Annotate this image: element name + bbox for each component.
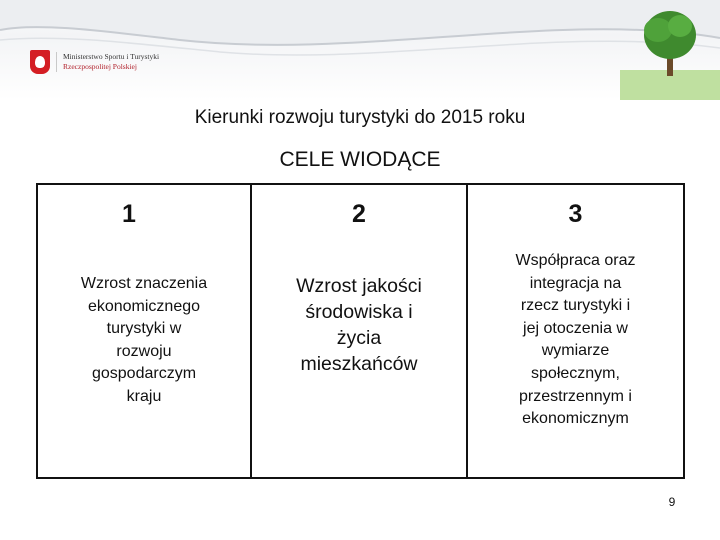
goal-line: Współpraca oraz	[515, 252, 636, 269]
goal-line: turystyki w	[106, 320, 182, 337]
goal-line: mieszkańców	[300, 353, 418, 375]
goal-number: 1	[122, 200, 136, 228]
goal-line: życia	[336, 327, 382, 349]
goal-description	[266, 273, 452, 377]
goal-line: integracja na	[529, 274, 622, 292]
slide-title: Kierunki rozwoju turystyki do 2015 roku	[194, 107, 526, 128]
goals-table	[36, 183, 685, 479]
goal-line: środowiska i	[305, 301, 413, 323]
goal-line: przestrzennym i	[519, 387, 632, 405]
goal-line: Wzrost znaczenia	[80, 275, 208, 292]
goal-line: Wzrost jakości	[296, 275, 422, 297]
goal-column-3	[468, 185, 683, 477]
ministry-name-line1: Ministerstwo Sportu i Turystyki	[63, 52, 160, 61]
page-number: 9	[668, 495, 676, 509]
goal-line: społecznym,	[531, 364, 620, 382]
goal-line: ekonomicznym	[522, 410, 629, 428]
goal-line: ekonomicznego	[87, 297, 201, 315]
eagle-emblem-icon	[30, 50, 50, 74]
goal-line: jej otoczenia w	[523, 319, 628, 337]
ministry-name-line2: Rzeczpospolitej Polskiej	[63, 62, 137, 71]
goal-line: rozwoju	[116, 342, 172, 360]
tree-icon	[620, 0, 720, 100]
ministry-name	[56, 52, 159, 72]
goal-description	[478, 250, 673, 431]
goal-number: 3	[568, 200, 583, 228]
goal-number: 2	[352, 200, 366, 228]
slide-subtitle: CELE WIODĄCE	[279, 148, 441, 171]
goal-column-1	[38, 185, 252, 477]
goal-line: gospodarczym	[91, 365, 197, 382]
ministry-logo	[30, 50, 159, 74]
goal-line: kraju	[126, 387, 162, 405]
goal-description	[48, 273, 240, 408]
goal-line: rzecz turystyki i	[520, 297, 631, 315]
goal-line: wymiarze	[541, 342, 610, 360]
goal-column-2	[252, 185, 468, 477]
